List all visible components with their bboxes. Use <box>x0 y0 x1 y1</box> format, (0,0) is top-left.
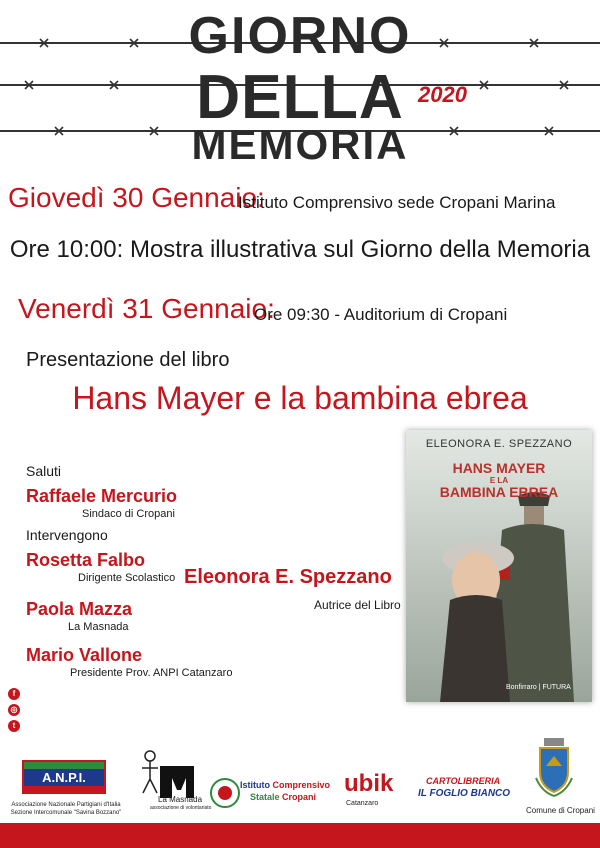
speaker-name: Mario Vallone <box>26 645 143 665</box>
book-cover-publisher: Bonfirraro | FUTURA <box>506 684 571 691</box>
twitter-icon[interactable]: t <box>8 720 20 732</box>
masnada-name: La Masnada <box>158 795 203 804</box>
anpi-caption-line2: Sezione Intercomunale "Savina Bozzano" <box>10 810 122 816</box>
title-memoria: MEMORIA <box>191 121 409 168</box>
comune-crest <box>534 738 574 798</box>
anpi-caption <box>6 801 126 817</box>
book-cover-title1: HANS MAYER <box>452 460 546 476</box>
istituto-emblem-icon <box>210 778 240 808</box>
speaking-label: Intervengono <box>26 527 108 543</box>
masnada-logo <box>136 748 196 798</box>
cartolibreria-line1: CARTOLIBRERIA <box>426 776 501 786</box>
facebook-icon[interactable]: f <box>8 688 20 700</box>
istituto-line1: Istituto Comprensivo <box>240 780 331 790</box>
greetings-label: Saluti <box>26 463 62 479</box>
footer-band <box>0 823 600 848</box>
presentation-label: Presentazione del libro <box>26 349 230 371</box>
title-year: 2020 <box>418 82 467 107</box>
speaker-role: La Masnada <box>68 621 129 633</box>
ubik-logo: ubik <box>344 770 394 797</box>
day2-info: Ore 09:30 - Auditorium di Cropani <box>254 305 508 324</box>
speaker-name: Paola Mazza <box>26 599 133 619</box>
greeter-name: Raffaele Mercurio <box>26 486 178 506</box>
crest-icon <box>534 738 574 798</box>
anpi-caption-line1: Associazione Nazionale Partigiani d'Italia <box>11 802 121 808</box>
title-giorno: GIORNO <box>188 7 412 65</box>
masnada-figure-icon <box>136 748 196 798</box>
instagram-icon[interactable]: ◎ <box>8 704 20 716</box>
book-cover-author: ELEONORA E. SPEZZANO <box>425 438 573 450</box>
comune-caption: Comune di Cropani <box>526 806 595 815</box>
author-role: Autrice del Libro <box>314 598 401 612</box>
anpi-logo-text: A.N.P.I. <box>42 770 86 785</box>
istituto-line2: Statale Cropani <box>250 792 317 802</box>
masnada-caption: associazione di volontariato <box>150 805 212 811</box>
cartolibreria-line2: IL FOGLIO BIANCO <box>418 788 511 799</box>
day1-place: Istituto Comprensivo sede Cropani Marina <box>238 193 556 212</box>
book-cover <box>406 430 592 702</box>
speaker-role: Dirigente Scolastico <box>78 572 176 584</box>
anpi-logo <box>22 760 106 794</box>
title-della: DELLA <box>196 63 404 132</box>
book-cover-title2: E LA <box>489 476 509 485</box>
author-name: Eleonora E. Spezzano <box>184 566 392 588</box>
day1-event: Ore 10:00: Mostra illustrativa sul Giorno della Memoria <box>9 236 591 263</box>
speaker-name: Rosetta Falbo <box>26 550 146 570</box>
day1-label: Giovedì 30 Gennaio: <box>8 182 265 213</box>
greeter-role: Sindaco di Cropani <box>82 508 175 520</box>
day2-label: Venerdì 31 Gennaio: <box>18 293 275 324</box>
book-cover-title3: BAMBINA EBREA <box>439 484 559 500</box>
header <box>0 0 600 170</box>
speaker-role: Presidente Prov. ANPI Catanzaro <box>70 667 233 679</box>
ubik-city: Catanzaro <box>346 800 379 807</box>
book-title: Hans Mayer e la bambina ebrea <box>72 380 528 416</box>
